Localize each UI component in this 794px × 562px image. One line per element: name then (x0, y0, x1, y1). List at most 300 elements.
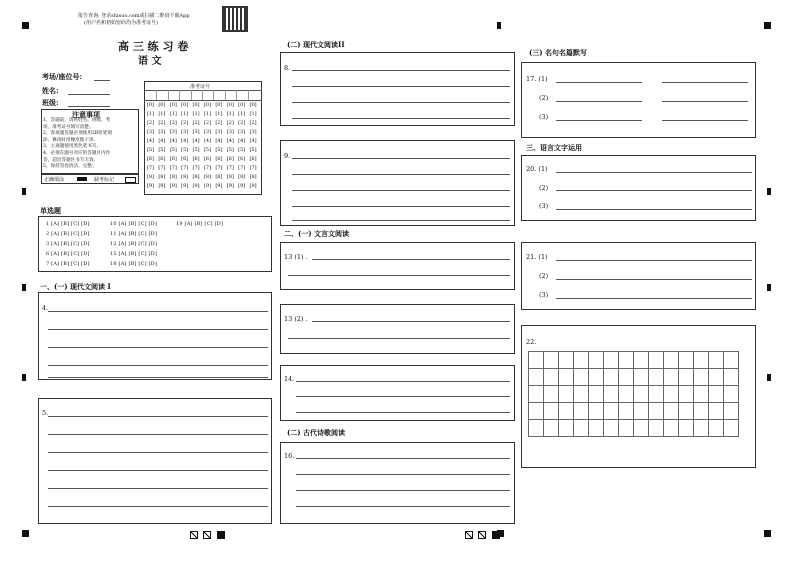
exam-id-bubble[interactable]: [2] (203, 120, 212, 126)
exam-id-bubble[interactable]: [9] (203, 183, 212, 189)
exam-id-bubble[interactable]: [0] (158, 102, 166, 108)
q13b-answer-line[interactable] (288, 338, 510, 339)
q20-answer-box[interactable] (521, 155, 756, 221)
grid-cell[interactable] (589, 386, 604, 403)
grid-cell[interactable] (724, 403, 739, 420)
exam-id-bubble[interactable]: [1] (146, 111, 155, 117)
q16-answer-box[interactable] (280, 442, 515, 524)
reg-mark-l1 (22, 188, 26, 195)
exam-id-bubble[interactable]: [5] (238, 147, 246, 153)
q9-answer-line[interactable] (292, 190, 510, 191)
exam-id-bubble[interactable]: [5] (169, 147, 177, 153)
q14-answer-line[interactable] (296, 396, 510, 397)
exam-id-bubble[interactable]: [7] (238, 165, 246, 171)
grid-cell[interactable] (709, 369, 724, 386)
notes-line: 4、必须在题号对应的答题区内作 (43, 150, 111, 156)
exam-id-bubble[interactable]: [1] (238, 111, 246, 117)
grid-cell[interactable] (544, 403, 559, 420)
q17-answer-line[interactable] (556, 101, 642, 102)
exam-id-bubble[interactable]: [5] (181, 147, 189, 153)
q17-answer-line[interactable] (662, 120, 748, 121)
grid-cell[interactable] (649, 420, 664, 437)
q4-answer-line[interactable] (48, 329, 268, 330)
exam-id-bubble[interactable]: [5] (146, 147, 155, 153)
name-field[interactable] (68, 94, 110, 95)
exam-id-digit-column[interactable] (214, 101, 223, 191)
exam-id-bubble[interactable]: [4] (169, 138, 177, 144)
grid-cell[interactable] (664, 420, 679, 437)
q20-label: 20. (1) (526, 165, 548, 173)
grid-cell[interactable] (634, 386, 649, 403)
exam-id-bubble[interactable]: [7] (146, 165, 155, 171)
mc-question[interactable]: 10 [A] [B] [C] [D] (110, 221, 158, 227)
exam-id-bubble[interactable]: [0] (215, 102, 223, 108)
exam-id-bubble[interactable]: [7] (169, 165, 177, 171)
q8-answer-line[interactable] (292, 86, 510, 87)
exam-id-bubble[interactable]: [6] (146, 156, 155, 162)
report-notice: 报告查询: 登录shisuo.com或扫描二维码下载App (78, 13, 190, 19)
grid-cell[interactable] (709, 420, 724, 437)
exam-id-bubble[interactable]: [9] (169, 183, 177, 189)
exam-id-bubble[interactable]: [6] (226, 156, 234, 162)
grid-cell[interactable] (634, 352, 649, 369)
grid-cell[interactable] (664, 369, 679, 386)
grid-cell[interactable] (529, 386, 544, 403)
grid-cell[interactable] (694, 369, 709, 386)
q17-answer-line[interactable] (556, 82, 642, 83)
exam-id-col-divider (225, 90, 226, 100)
q16-answer-line[interactable] (296, 458, 510, 459)
exam-id-col-divider (236, 90, 237, 100)
q4-answer-line[interactable] (48, 377, 268, 378)
q8-answer-line[interactable] (292, 118, 510, 119)
grid-cell[interactable] (664, 352, 679, 369)
q13a-answer-line[interactable] (288, 275, 510, 276)
grid-cell[interactable] (544, 420, 559, 437)
q9-answer-box[interactable] (280, 140, 515, 226)
exam-id-bubble[interactable]: [1] (215, 111, 223, 117)
exam-id-digit-column[interactable] (203, 101, 212, 191)
q21-answer-line[interactable] (556, 298, 752, 299)
exam-id-bubble[interactable]: [8] (249, 174, 257, 180)
reg-mark-tr (764, 22, 771, 29)
mc-question[interactable]: 12 [A] [B] [C] [D] (110, 241, 158, 247)
grid-cell[interactable] (694, 420, 709, 437)
class-field[interactable] (68, 106, 110, 107)
mc-question[interactable]: 1 [A] [B] [C] [D] (46, 221, 90, 227)
grid-cell[interactable] (559, 403, 574, 420)
exam-id-bubble[interactable]: [0] (203, 102, 212, 108)
name-label: 姓名: (42, 86, 59, 95)
q17-3-label: (3) (539, 113, 549, 121)
grid-cell[interactable] (529, 403, 544, 420)
q5-answer-line[interactable] (48, 434, 268, 435)
q16-label: 16. (284, 452, 295, 460)
q9-answer-line[interactable] (292, 158, 510, 159)
exam-id-bubble[interactable]: [3] (203, 129, 212, 135)
grid-cell[interactable] (724, 386, 739, 403)
grid-cell[interactable] (529, 369, 544, 386)
mc-question[interactable]: 3 [A] [B] [C] [D] (46, 241, 90, 247)
q13a-answer-box[interactable] (280, 242, 515, 290)
grid-cell[interactable] (709, 386, 724, 403)
q9-answer-line[interactable] (292, 174, 510, 175)
grid-cell[interactable] (604, 420, 619, 437)
exam-id-bubble[interactable]: [8] (203, 174, 212, 180)
absent-mark-checkbox[interactable] (125, 177, 136, 183)
grid-cell[interactable] (679, 403, 694, 420)
q5-answer-line[interactable] (48, 470, 268, 471)
grid-cell[interactable] (589, 352, 604, 369)
exam-id-bubble[interactable]: [9] (146, 183, 155, 189)
exam-id-col-divider (202, 90, 203, 100)
grid-cell[interactable] (709, 352, 724, 369)
q17-answer-line[interactable] (662, 82, 748, 83)
exam-id-bubble[interactable]: [8] (215, 174, 223, 180)
exam-id-bubble[interactable]: [1] (169, 111, 177, 117)
exam-id-digit-column[interactable] (169, 101, 178, 191)
reg-mark-l3 (22, 374, 26, 381)
q16-answer-line[interactable] (296, 474, 510, 475)
exam-id-bubble[interactable]: [6] (215, 156, 223, 162)
exam-id-bubble[interactable]: [4] (203, 138, 212, 144)
grid-cell[interactable] (619, 352, 634, 369)
q13b-answer-line[interactable] (312, 321, 510, 322)
grid-cell[interactable] (724, 369, 739, 386)
grid-cell[interactable] (574, 403, 589, 420)
exam-id-bubble[interactable]: [8] (169, 174, 177, 180)
q14-answer-line[interactable] (296, 381, 510, 382)
q8-answer-line[interactable] (292, 70, 510, 71)
exam-id-bubble[interactable]: [6] (181, 156, 189, 162)
q4-answer-line[interactable] (48, 365, 268, 366)
exam-id-digit-column[interactable] (146, 101, 155, 191)
page-mark-solid (492, 531, 500, 539)
exam-id-bubble[interactable]: [0] (146, 102, 155, 108)
exam-id-bubble[interactable]: [4] (249, 138, 257, 144)
grid-cell[interactable] (679, 386, 694, 403)
exam-id-digit-column[interactable] (226, 101, 235, 191)
q20-answer-line[interactable] (556, 172, 752, 173)
q17-answer-box[interactable] (521, 62, 756, 138)
q5-label: 5. (42, 409, 49, 417)
exam-id-bubble[interactable]: [0] (226, 102, 234, 108)
grid-cell[interactable] (604, 352, 619, 369)
notes-title: 注意事项 (72, 110, 100, 119)
mc-question[interactable]: 7 [A] [B] [C] [D] (46, 261, 90, 267)
exam-id-bubble[interactable]: [2] (238, 120, 246, 126)
q4-answer-line[interactable] (48, 347, 268, 348)
exam-id-col-divider (168, 90, 169, 100)
exam-id-bubble[interactable]: [1] (226, 111, 234, 117)
exam-id-digit-column[interactable] (237, 101, 246, 191)
grid-cell[interactable] (724, 352, 739, 369)
notes-line: 答，超出答题区书写无效。 (43, 157, 99, 163)
exam-id-bubble[interactable]: [6] (158, 156, 166, 162)
exam-id-bubble[interactable]: [7] (181, 165, 189, 171)
grid-cell[interactable] (664, 386, 679, 403)
exam-id-bubble[interactable]: [1] (158, 111, 166, 117)
grid-cell[interactable] (694, 403, 709, 420)
grid-cell[interactable] (559, 369, 574, 386)
poetry-section-title: (二) 古代诗歌阅读 (287, 428, 346, 437)
grid-cell[interactable] (574, 352, 589, 369)
reg-mark-r3 (767, 374, 771, 381)
exam-id-bubble[interactable]: [5] (203, 147, 212, 153)
grid-cell[interactable] (619, 420, 634, 437)
mc-question[interactable]: 15 [A] [B] [C] [D] (110, 251, 158, 257)
q22-label: 22. (526, 338, 537, 346)
qr-code-icon (222, 6, 248, 32)
exam-id-bubble[interactable]: [6] (169, 156, 177, 162)
exam-id-bubble[interactable]: [3] (158, 129, 166, 135)
grid-cell[interactable] (634, 369, 649, 386)
q9-answer-line[interactable] (292, 220, 510, 221)
grid-cell[interactable] (604, 369, 619, 386)
grid-cell[interactable] (634, 403, 649, 420)
grid-cell[interactable] (649, 352, 664, 369)
mc-question[interactable]: 19 [A] [B] [C] [D] (176, 221, 224, 227)
exam-id-bubble[interactable]: [8] (181, 174, 189, 180)
exam-id-bubble[interactable]: [0] (249, 102, 257, 108)
grid-cell[interactable] (619, 403, 634, 420)
grid-cell[interactable] (559, 352, 574, 369)
grid-cell[interactable] (589, 420, 604, 437)
q9-answer-line[interactable] (292, 206, 510, 207)
exam-id-bubble[interactable]: [2] (215, 120, 223, 126)
grid-cell[interactable] (709, 403, 724, 420)
exam-id-bubble[interactable]: [3] (215, 129, 223, 135)
exam-id-bubble[interactable]: [8] (238, 174, 246, 180)
exam-id-bubble[interactable]: [8] (192, 174, 200, 180)
q8-answer-line[interactable] (292, 102, 510, 103)
grid-cell[interactable] (649, 386, 664, 403)
exam-id-bubble[interactable]: [7] (203, 165, 212, 171)
q21-answer-line[interactable] (556, 279, 752, 280)
exam-id-bubble[interactable]: [9] (158, 183, 166, 189)
grid-cell[interactable] (679, 420, 694, 437)
reg-mark-tl (22, 22, 29, 29)
page-title: 高 三 练 习 卷 (118, 40, 189, 53)
exam-id-bubble[interactable]: [9] (192, 183, 200, 189)
page-mark-slash (465, 531, 473, 539)
exam-id-bubble[interactable]: [5] (215, 147, 223, 153)
exam-id-divider (144, 90, 262, 91)
grid-cell[interactable] (574, 369, 589, 386)
mc-question[interactable]: 6 [A] [B] [C] [D] (46, 251, 90, 257)
correct-fill-label: 正确填涂 (44, 177, 65, 183)
exam-id-bubble[interactable]: [7] (249, 165, 257, 171)
exam-id-bubble[interactable]: [9] (249, 183, 257, 189)
grid-cell[interactable] (619, 369, 634, 386)
exam-id-bubble[interactable]: [2] (146, 120, 155, 126)
exam-id-bubble[interactable]: [0] (169, 102, 177, 108)
mc-question[interactable]: 18 [A] [B] [C] [D] (110, 261, 158, 267)
correct-fill-swatch (77, 177, 87, 181)
grid-cell[interactable] (694, 386, 709, 403)
exam-id-bubble[interactable]: [7] (215, 165, 223, 171)
q20-answer-line[interactable] (556, 209, 752, 210)
q17-2-label: (2) (539, 94, 549, 102)
notes-line: 1、答题前，请将姓名、班级、考 (43, 118, 111, 123)
grid-cell[interactable] (694, 352, 709, 369)
exam-id-bubble[interactable]: [4] (238, 138, 246, 144)
q16-answer-line[interactable] (296, 506, 510, 507)
exam-id-bubble[interactable]: [2] (226, 120, 234, 126)
mc-question[interactable]: 11 [A] [B] [C] [D] (110, 231, 158, 237)
q4-answer-line[interactable] (48, 311, 268, 312)
grid-cell[interactable] (619, 386, 634, 403)
exam-id-bubble[interactable]: [2] (192, 120, 200, 126)
q14-label: 14. (284, 375, 295, 383)
mc-question[interactable]: 2 [A] [B] [C] [D] (46, 231, 90, 237)
exam-id-bubble[interactable]: [4] (192, 138, 200, 144)
room-seat-field[interactable] (94, 80, 110, 81)
exam-id-bubble[interactable]: [4] (158, 138, 166, 144)
reg-mark-br (764, 530, 771, 537)
exam-id-bubble[interactable]: [8] (158, 174, 166, 180)
absent-mark-label: 缺考标记 (94, 177, 115, 183)
grid-cell[interactable] (589, 403, 604, 420)
grid-cell[interactable] (574, 420, 589, 437)
exam-id-bubble[interactable]: [6] (238, 156, 246, 162)
grid-cell[interactable] (679, 352, 694, 369)
grid-cell[interactable] (724, 420, 739, 437)
q13b-answer-box[interactable] (280, 304, 515, 354)
exam-id-bubble[interactable]: [3] (238, 129, 246, 135)
q14-answer-line[interactable] (296, 412, 510, 413)
q17-answer-line[interactable] (662, 101, 748, 102)
grid-cell[interactable] (544, 369, 559, 386)
q5-answer-line[interactable] (48, 416, 268, 417)
exam-id-bubble[interactable]: [3] (249, 129, 257, 135)
modern1-section-title: 一、(一) 现代文阅读 I (40, 282, 111, 291)
exam-id-bubble[interactable]: [7] (192, 165, 200, 171)
page-mark-slash (478, 531, 486, 539)
exam-id-bubble[interactable]: [9] (181, 183, 189, 189)
exam-id-bubble[interactable]: [4] (226, 138, 234, 144)
grid-cell[interactable] (559, 386, 574, 403)
q17-answer-line[interactable] (556, 120, 642, 121)
grid-cell[interactable] (649, 369, 664, 386)
exam-id-bubble[interactable]: [9] (226, 183, 234, 189)
exam-id-bubble[interactable]: [5] (192, 147, 200, 153)
exam-id-bubble[interactable]: [8] (146, 174, 155, 180)
grid-cell[interactable] (679, 369, 694, 386)
exam-id-bubble[interactable]: [5] (226, 147, 234, 153)
grid-cell[interactable] (529, 352, 544, 369)
grid-cell[interactable] (544, 352, 559, 369)
page-mark-solid (217, 531, 225, 539)
notes-line: 2、客观题答题必须使用2B铅笔填 (43, 131, 112, 137)
grid-cell[interactable] (604, 403, 619, 420)
grid-cell[interactable] (649, 403, 664, 420)
exam-id-bubble[interactable]: [2] (169, 120, 177, 126)
q5-answer-line[interactable] (48, 488, 268, 489)
grid-cell[interactable] (559, 420, 574, 437)
exam-id-bubble[interactable]: [1] (203, 111, 212, 117)
classical-section-title: 二、(一) 文言文阅读 (284, 229, 350, 238)
exam-id-bubble[interactable]: [0] (238, 102, 246, 108)
exam-id-bubble[interactable]: [5] (158, 147, 166, 153)
q21-answer-line[interactable] (556, 260, 752, 261)
reg-mark-l2 (22, 284, 26, 291)
exam-id-bubble[interactable]: [8] (226, 174, 234, 180)
exam-id-bubble[interactable]: [0] (192, 102, 200, 108)
exam-id-bubble[interactable]: [7] (158, 165, 166, 171)
exam-id-bubble[interactable]: [1] (192, 111, 200, 117)
reg-mark-bl (22, 530, 29, 537)
exam-id-col-divider (179, 90, 180, 100)
q21-3-label: (3) (539, 291, 549, 299)
exam-id-bubble[interactable]: [3] (146, 129, 155, 135)
grid-cell[interactable] (589, 369, 604, 386)
grid-cell[interactable] (544, 386, 559, 403)
exam-id-bubble[interactable]: [2] (181, 120, 189, 126)
q17-label: 17. (1) (526, 75, 548, 83)
exam-id-bubble[interactable]: [6] (203, 156, 212, 162)
exam-id-bubble[interactable]: [3] (226, 129, 234, 135)
reg-mark-top-mid (497, 22, 501, 29)
q20-3-label: (3) (539, 202, 549, 210)
exam-id-bubble[interactable]: [2] (158, 120, 166, 126)
exam-id-digit-column[interactable] (157, 101, 166, 191)
grid-cell[interactable] (604, 386, 619, 403)
exam-id-bubble[interactable]: [5] (249, 147, 257, 153)
grid-cell[interactable] (634, 420, 649, 437)
exam-id-bubble[interactable]: [1] (249, 111, 257, 117)
q16-answer-line[interactable] (296, 490, 510, 491)
exam-id-bubble[interactable]: [4] (181, 138, 189, 144)
q20-answer-line[interactable] (556, 190, 752, 191)
exam-id-digit-column[interactable] (180, 101, 189, 191)
exam-id-bubble[interactable]: [3] (169, 129, 177, 135)
grid-cell[interactable] (529, 420, 544, 437)
notes-lines (43, 118, 112, 171)
exam-id-bubble[interactable]: [7] (226, 165, 234, 171)
q5-answer-line[interactable] (48, 506, 268, 507)
exam-id-bubble[interactable]: [1] (181, 111, 189, 117)
exam-id-bubble[interactable]: [2] (249, 120, 257, 126)
class-label: 班级: (42, 98, 59, 107)
reg-mark-r2 (767, 284, 771, 291)
exam-id-col-divider (156, 90, 157, 100)
exam-id-bubble[interactable]: [9] (215, 183, 223, 189)
q13a-answer-line[interactable] (312, 259, 510, 260)
q21-2-label: (2) (539, 272, 549, 280)
modern2-section-title: (二) 现代文阅读II (287, 40, 345, 49)
exam-id-bubble[interactable]: [6] (249, 156, 257, 162)
exam-id-digit-column[interactable] (192, 101, 201, 191)
exam-id-bubble[interactable]: [4] (215, 138, 223, 144)
room-seat-label: 考场/座位号: (42, 72, 83, 81)
q5-answer-line[interactable] (48, 452, 268, 453)
exam-id-bubble[interactable]: [0] (181, 102, 189, 108)
exam-id-digit-column[interactable] (249, 101, 258, 191)
exam-id-bubble[interactable]: [9] (238, 183, 246, 189)
q8-answer-box[interactable] (280, 52, 515, 126)
grid-cell[interactable] (574, 386, 589, 403)
q21-answer-box[interactable] (521, 242, 756, 310)
page-mark-slash (203, 531, 211, 539)
q22-writing-grid[interactable] (528, 351, 739, 437)
q4-answer-box[interactable] (38, 292, 272, 380)
exam-id-bubble[interactable]: [6] (192, 156, 200, 162)
exam-id-bubble[interactable]: [3] (192, 129, 200, 135)
grid-cell[interactable] (664, 403, 679, 420)
exam-id-bubble[interactable]: [4] (146, 138, 155, 144)
exam-id-bubble[interactable]: [3] (181, 129, 189, 135)
